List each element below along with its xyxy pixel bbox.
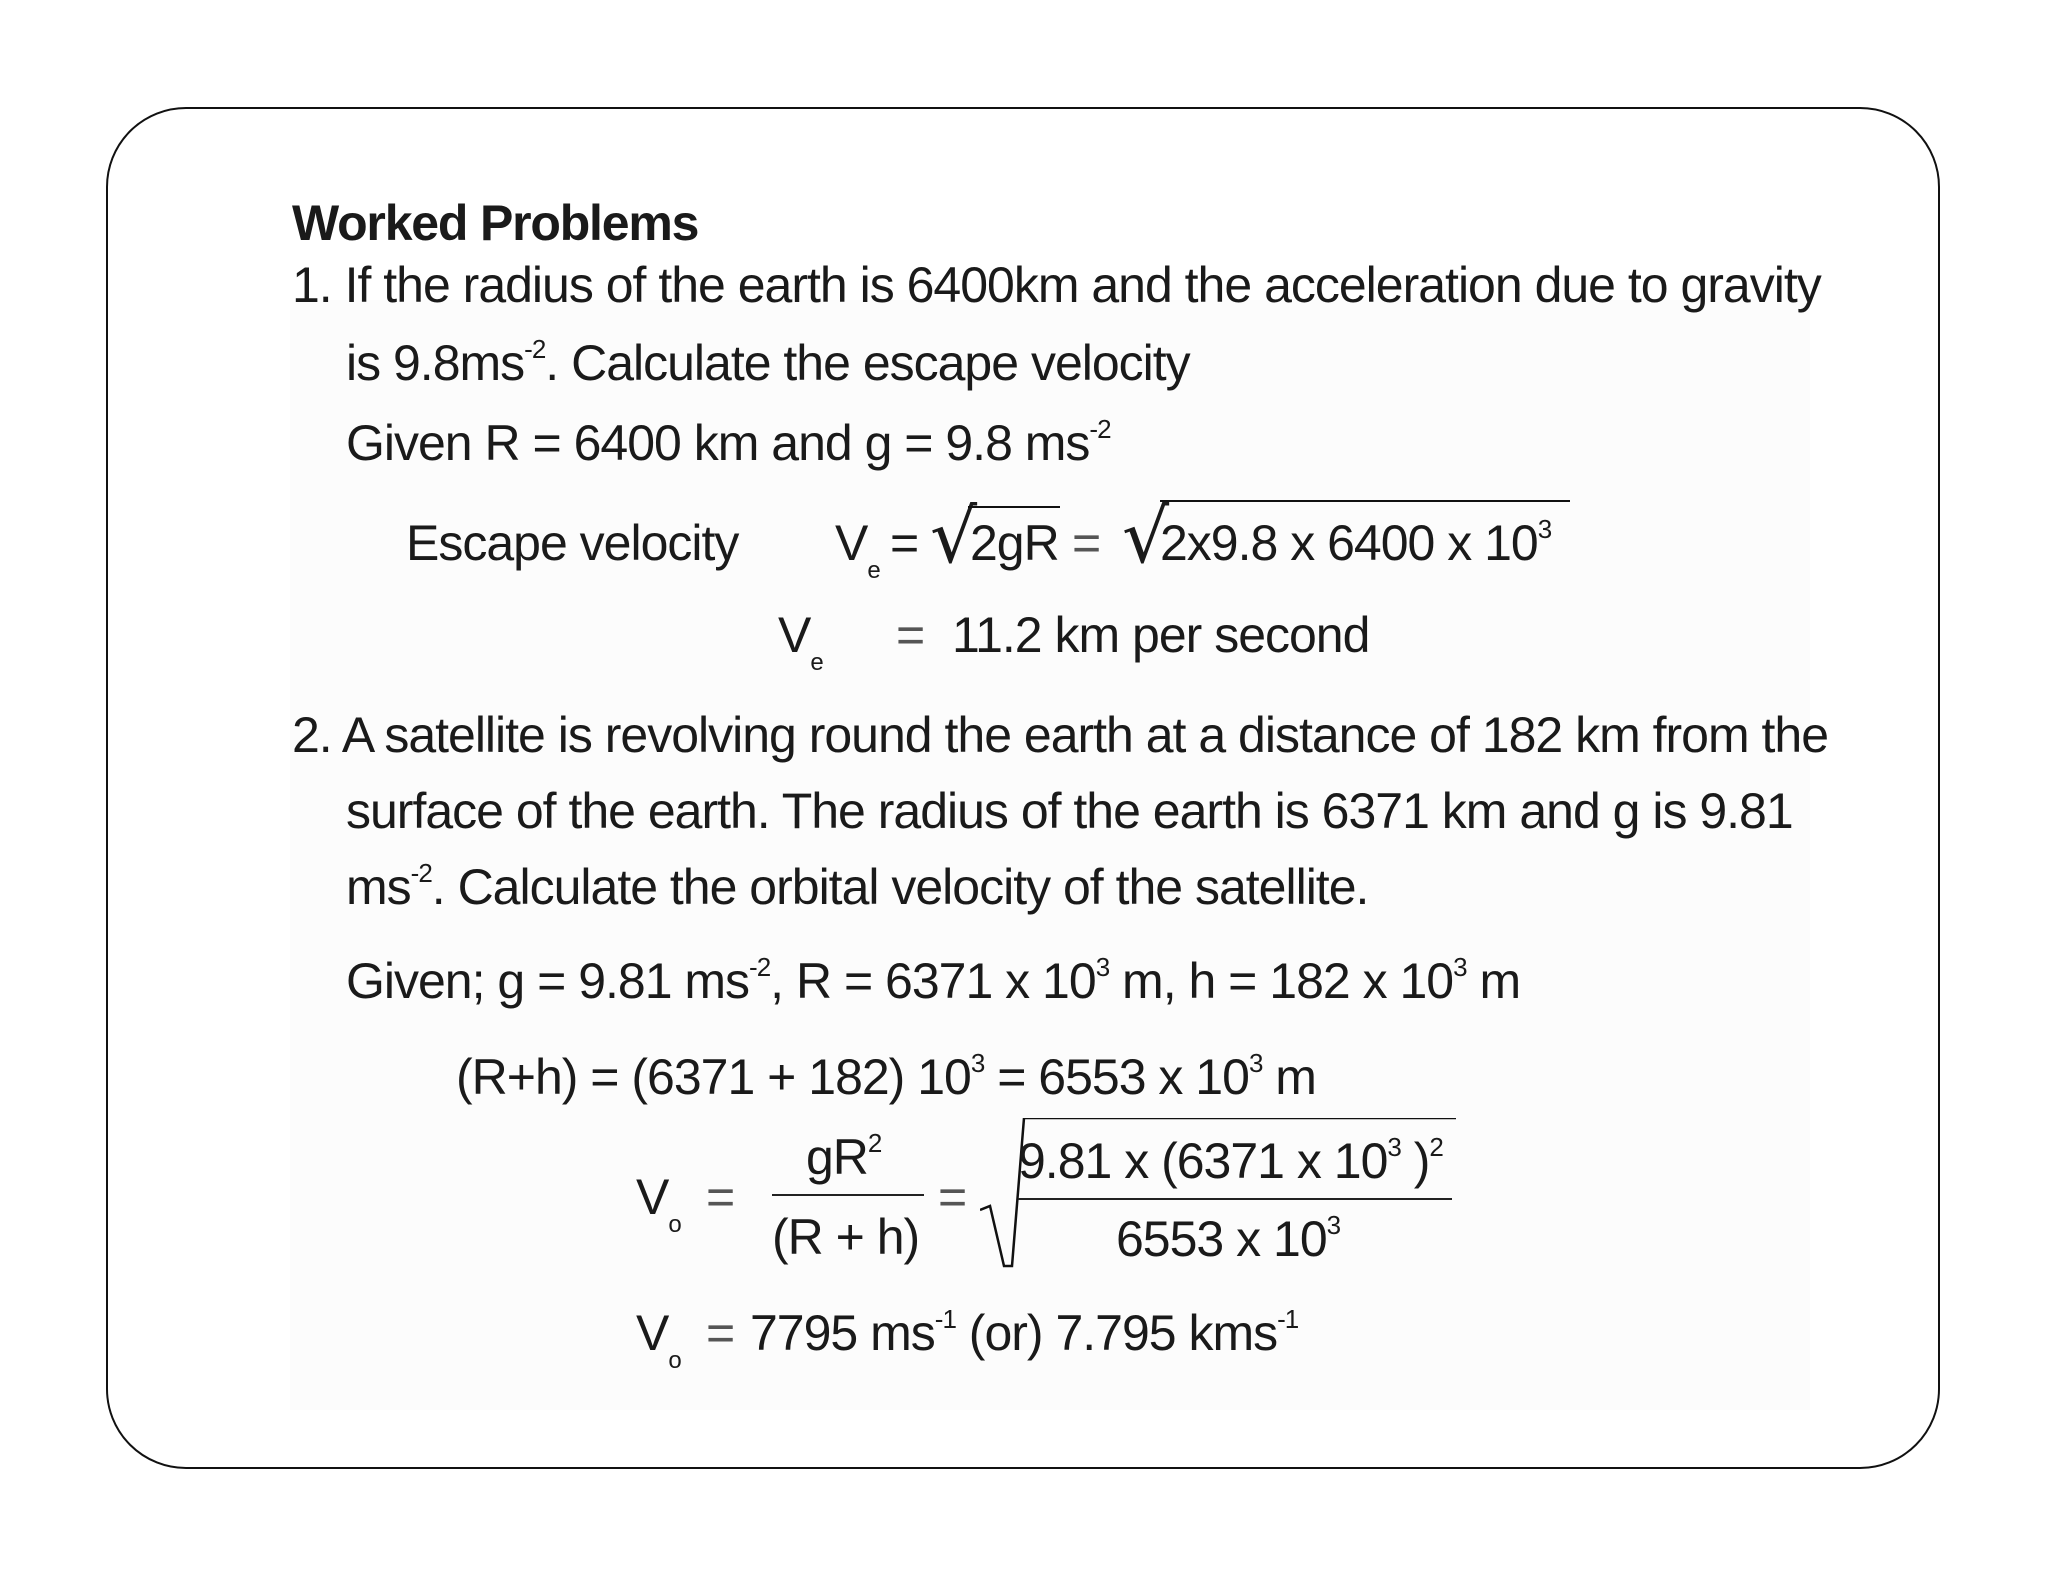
orbital-velocity-symbol: $V_o$ [636,1169,681,1238]
result-symbol: $V_e$ [778,607,823,676]
orbital-velocity-result: 7795 $ms^{-1}$ (or) 7.795 kms$^{-1}$ [750,1304,1299,1361]
problem-1-given: Given R = 6400 km and g = 9.8 $ms^{-2}$ [346,414,1111,471]
page-title: Worked Problems [292,195,699,251]
sqrt-overline [1160,500,1570,502]
equals-sign: = [706,1169,735,1225]
root-fraction-bar [1018,1198,1452,1200]
root-denominator: 6553 x $10^3$ [1116,1210,1341,1267]
fraction-denominator: (R + h) [772,1209,920,1265]
escape-velocity-result: 11.2 km per second [952,607,1370,663]
problem-2-line-2: surface of the earth. The radius of the earth is 6371 km and g is 9.81 [346,783,1793,839]
equals-sign: = [706,1305,735,1361]
escape-velocity-symbol: $V_e$ [835,515,880,584]
sqrt-icon: √ [1122,494,1170,580]
problem-1-line-2: is $9.8ms^{-2}$. Calculate the escape velocity [346,334,1190,391]
problem-1-line-1: 1. If the radius of the earth is 6400km and the acceleration due to gravity [292,257,1821,313]
fraction-bar [772,1194,924,1196]
equals-sign: = [1072,515,1101,571]
equals-sign: = [896,607,925,663]
final-symbol: $V_o$ [636,1305,681,1374]
fraction-numerator: $gR^2$ [806,1128,882,1185]
sqrt-overline [968,506,1060,508]
escape-velocity-label: Escape velocity [406,515,739,571]
problem-2-line-1: 2. A satellite is revolving round the earth at a distance of 182 km from the [292,707,1829,763]
equals-sign: = [890,515,919,571]
root-expression-1: 2gR [970,515,1059,571]
problem-2-given: Given; g = 9.81 $ms^{-2}$, R = 6371 x $10^3$ m, h = 182 x $10^3$ m [346,952,1521,1009]
sqrt-icon: √ [930,494,978,580]
root-numerator: 9.81 x (6371 x $10^3$ )$^2$ [1018,1132,1443,1189]
equals-sign: = [938,1169,967,1225]
problem-2-line-3: $ms^{-2}$. Calculate the orbital velocity of the satellite. [346,858,1369,915]
root-expression-2: 2x9.8 x 6400 x $10^3$ [1160,514,1552,571]
r-plus-h-equation: (R+h) = (6371 + 182) $10^3 = 6553$ x $10^3$ m [456,1048,1316,1105]
